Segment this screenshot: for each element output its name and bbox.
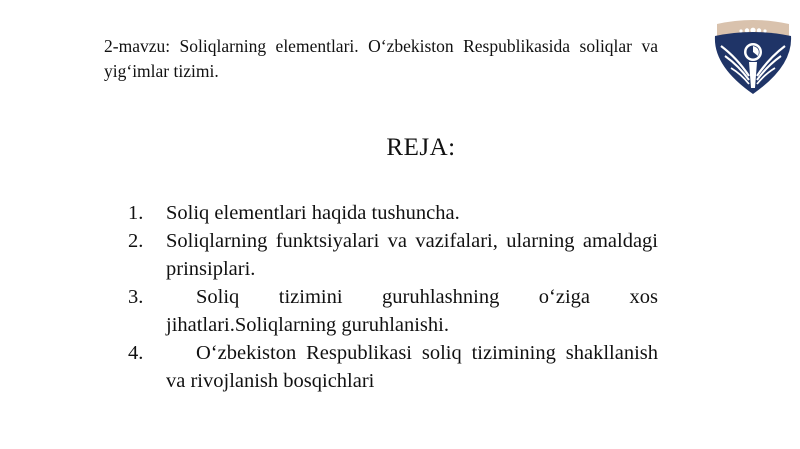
plan-title: REJA:	[386, 134, 456, 161]
list-item-text: O‘zbekiston Respublikasi soliq tizimining shakllanish va rivojlanish bosqichlari	[166, 342, 658, 392]
list-item	[128, 199, 658, 227]
list-item-number: 2.	[128, 230, 144, 252]
slide-topic: 2-mavzu: Soliqlarning elementlari. O‘zbekiston Respublikasida soliqlar va yig‘imlar tizimi.	[104, 36, 658, 81]
list-item-text: Soliq elementlari haqida tushuncha.	[166, 202, 460, 224]
list-item-number: 4.	[128, 342, 144, 364]
plan-list	[128, 199, 658, 395]
list-item-text: Soliq tizimini guruhlashning o‘ziga xos jihatlari.Soliqlarning guruhlanishi.	[166, 286, 658, 336]
list-item-number: 3.	[128, 286, 144, 308]
eagle-emblem-icon	[711, 18, 795, 96]
list-item	[128, 227, 658, 283]
list-item	[128, 283, 658, 339]
list-item-text: Soliqlarning funktsiyalari va vazifalari, ularning amaldagi prinsiplari.	[166, 230, 658, 280]
list-item-number: 1.	[128, 202, 144, 224]
list-item	[128, 339, 658, 395]
